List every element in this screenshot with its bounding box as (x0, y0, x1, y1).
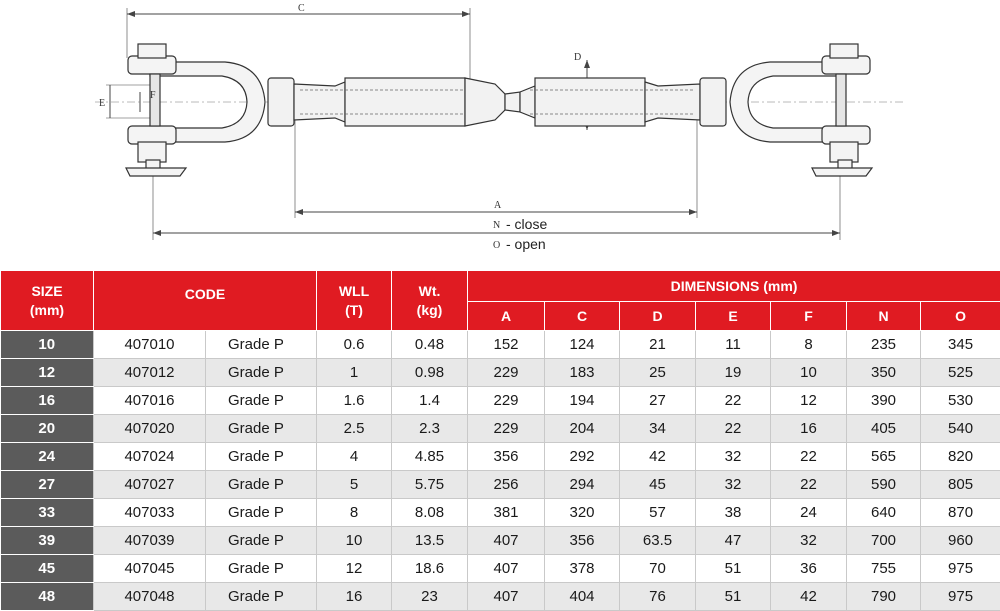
dim-e-cell: 19 (696, 359, 771, 387)
header-weight-label: Wt. (392, 282, 467, 301)
dim-a-cell: 356 (468, 443, 545, 471)
wll-cell: 8 (317, 499, 392, 527)
dim-c-cell: 183 (545, 359, 620, 387)
dim-n-cell: 390 (847, 387, 921, 415)
table-row (1, 499, 1000, 527)
dim-o-cell: 975 (921, 583, 1000, 611)
dim-e-cell: 32 (696, 443, 771, 471)
weight-cell: 4.85 (392, 443, 468, 471)
header-dim-e: E (696, 302, 771, 331)
table-row (1, 415, 1000, 443)
header-size (1, 271, 94, 331)
dim-e-cell: 47 (696, 527, 771, 555)
wll-cell: 10 (317, 527, 392, 555)
dim-d-cell: 45 (620, 471, 696, 499)
header-wll-label: WLL (317, 282, 391, 301)
table-row (1, 359, 1000, 387)
dim-o-cell: 820 (921, 443, 1000, 471)
dim-d-cell: 63.5 (620, 527, 696, 555)
dim-o-cell: 960 (921, 527, 1000, 555)
dim-n-cell: 755 (847, 555, 921, 583)
weight-cell: 18.6 (392, 555, 468, 583)
grade-cell: Grade P (206, 331, 317, 359)
code-cell: 407027 (94, 471, 206, 499)
turnbuckle-diagram (0, 0, 1000, 270)
table-row (1, 555, 1000, 583)
dim-c-cell: 404 (545, 583, 620, 611)
weight-cell: 2.3 (392, 415, 468, 443)
wll-cell: 0.6 (317, 331, 392, 359)
code-cell: 407024 (94, 443, 206, 471)
dim-label-e: E (99, 98, 105, 109)
dim-label-o: O (493, 240, 500, 251)
weight-cell: 23 (392, 583, 468, 611)
grade-cell: Grade P (206, 499, 317, 527)
dim-o-cell: 805 (921, 471, 1000, 499)
close-caption: - close (506, 216, 547, 232)
dim-label-d: D (574, 52, 581, 63)
dim-d-cell: 21 (620, 331, 696, 359)
wll-cell: 12 (317, 555, 392, 583)
code-cell: 407033 (94, 499, 206, 527)
header-dimensions: DIMENSIONS (mm) (468, 271, 1000, 302)
dim-label-a: A (494, 200, 502, 211)
dim-a-cell: 381 (468, 499, 545, 527)
size-cell: 33 (1, 499, 94, 527)
dim-d-cell: 76 (620, 583, 696, 611)
code-cell: 407016 (94, 387, 206, 415)
dim-n-cell: 590 (847, 471, 921, 499)
size-cell: 27 (1, 471, 94, 499)
dim-a-cell: 229 (468, 415, 545, 443)
weight-cell: 8.08 (392, 499, 468, 527)
dim-e-cell: 11 (696, 331, 771, 359)
dim-c-cell: 292 (545, 443, 620, 471)
dim-label-c: C (298, 3, 305, 14)
dim-a-cell: 256 (468, 471, 545, 499)
code-cell: 407012 (94, 359, 206, 387)
wll-cell: 2.5 (317, 415, 392, 443)
wll-cell: 5 (317, 471, 392, 499)
dim-e-cell: 51 (696, 583, 771, 611)
dim-f-cell: 36 (771, 555, 847, 583)
dim-a-cell: 152 (468, 331, 545, 359)
weight-cell: 1.4 (392, 387, 468, 415)
dim-e-cell: 38 (696, 499, 771, 527)
dim-a-cell: 407 (468, 583, 545, 611)
dim-n-cell: 700 (847, 527, 921, 555)
size-cell: 12 (1, 359, 94, 387)
dim-f-cell: 24 (771, 499, 847, 527)
dim-c-cell: 356 (545, 527, 620, 555)
grade-cell: Grade P (206, 387, 317, 415)
dim-f-cell: 22 (771, 471, 847, 499)
dim-a-cell: 229 (468, 359, 545, 387)
table-row (1, 387, 1000, 415)
dim-d-cell: 70 (620, 555, 696, 583)
header-dim-a: A (468, 302, 545, 331)
size-cell: 45 (1, 555, 94, 583)
dim-e-cell: 51 (696, 555, 771, 583)
dim-d-cell: 25 (620, 359, 696, 387)
grade-cell: Grade P (206, 359, 317, 387)
dim-label-n: N (493, 220, 500, 231)
grade-cell: Grade P (206, 583, 317, 611)
table-row (1, 583, 1000, 611)
dim-e-cell: 22 (696, 387, 771, 415)
code-cell: 407048 (94, 583, 206, 611)
size-cell: 10 (1, 331, 94, 359)
dim-c-cell: 194 (545, 387, 620, 415)
wll-cell: 1.6 (317, 387, 392, 415)
weight-cell: 5.75 (392, 471, 468, 499)
dim-c-cell: 320 (545, 499, 620, 527)
weight-cell: 0.98 (392, 359, 468, 387)
header-weight (392, 271, 468, 331)
header-row-1 (1, 271, 1000, 302)
dim-a-cell: 407 (468, 555, 545, 583)
dim-n-cell: 565 (847, 443, 921, 471)
dim-n-cell: 640 (847, 499, 921, 527)
grade-cell: Grade P (206, 527, 317, 555)
dim-o-cell: 540 (921, 415, 1000, 443)
dim-f-cell: 22 (771, 443, 847, 471)
header-dim-o: O (921, 302, 1000, 331)
header-dim-n: N (847, 302, 921, 331)
grade-cell: Grade P (206, 443, 317, 471)
grade-cell: Grade P (206, 415, 317, 443)
dim-o-cell: 345 (921, 331, 1000, 359)
size-cell: 20 (1, 415, 94, 443)
size-cell: 39 (1, 527, 94, 555)
table-row (1, 471, 1000, 499)
dim-n-cell: 350 (847, 359, 921, 387)
header-wll (317, 271, 392, 331)
wll-cell: 16 (317, 583, 392, 611)
header-size-label: SIZE (1, 282, 93, 301)
header-weight-unit: (kg) (392, 301, 467, 320)
dim-n-cell: 235 (847, 331, 921, 359)
open-caption: - open (506, 236, 546, 252)
dim-f-cell: 42 (771, 583, 847, 611)
header-dim-c: C (545, 302, 620, 331)
grade-cell: Grade P (206, 555, 317, 583)
grade-cell: Grade P (206, 471, 317, 499)
specification-table (0, 270, 1000, 611)
dim-c-cell: 124 (545, 331, 620, 359)
dim-o-cell: 525 (921, 359, 1000, 387)
header-code (94, 271, 317, 331)
dim-a-cell: 407 (468, 527, 545, 555)
dim-e-cell: 32 (696, 471, 771, 499)
dim-n-cell: 405 (847, 415, 921, 443)
turnbuckle-drawing (0, 0, 1000, 270)
header-dim-d: D (620, 302, 696, 331)
dim-a-cell: 229 (468, 387, 545, 415)
code-cell: 407010 (94, 331, 206, 359)
weight-cell: 13.5 (392, 527, 468, 555)
code-cell: 407039 (94, 527, 206, 555)
wll-cell: 4 (317, 443, 392, 471)
code-cell: 407020 (94, 415, 206, 443)
dim-d-cell: 34 (620, 415, 696, 443)
dim-f-cell: 12 (771, 387, 847, 415)
dim-f-cell: 10 (771, 359, 847, 387)
code-cell: 407045 (94, 555, 206, 583)
dim-e-cell: 22 (696, 415, 771, 443)
dim-d-cell: 57 (620, 499, 696, 527)
size-cell: 24 (1, 443, 94, 471)
dim-f-cell: 32 (771, 527, 847, 555)
header-dim-f: F (771, 302, 847, 331)
size-cell: 16 (1, 387, 94, 415)
dim-o-cell: 530 (921, 387, 1000, 415)
dim-n-cell: 790 (847, 583, 921, 611)
table-row (1, 331, 1000, 359)
table-row (1, 527, 1000, 555)
dim-d-cell: 27 (620, 387, 696, 415)
dim-c-cell: 294 (545, 471, 620, 499)
size-cell: 48 (1, 583, 94, 611)
table-row (1, 443, 1000, 471)
weight-cell: 0.48 (392, 331, 468, 359)
dim-d-cell: 42 (620, 443, 696, 471)
dim-c-cell: 204 (545, 415, 620, 443)
dim-o-cell: 870 (921, 499, 1000, 527)
dim-c-cell: 378 (545, 555, 620, 583)
header-size-unit: (mm) (1, 301, 93, 320)
wll-cell: 1 (317, 359, 392, 387)
dim-label-f: F (150, 90, 156, 101)
dim-f-cell: 16 (771, 415, 847, 443)
header-code-label: CODE (94, 286, 316, 302)
dim-o-cell: 975 (921, 555, 1000, 583)
dim-f-cell: 8 (771, 331, 847, 359)
header-wll-unit: (T) (317, 301, 391, 320)
